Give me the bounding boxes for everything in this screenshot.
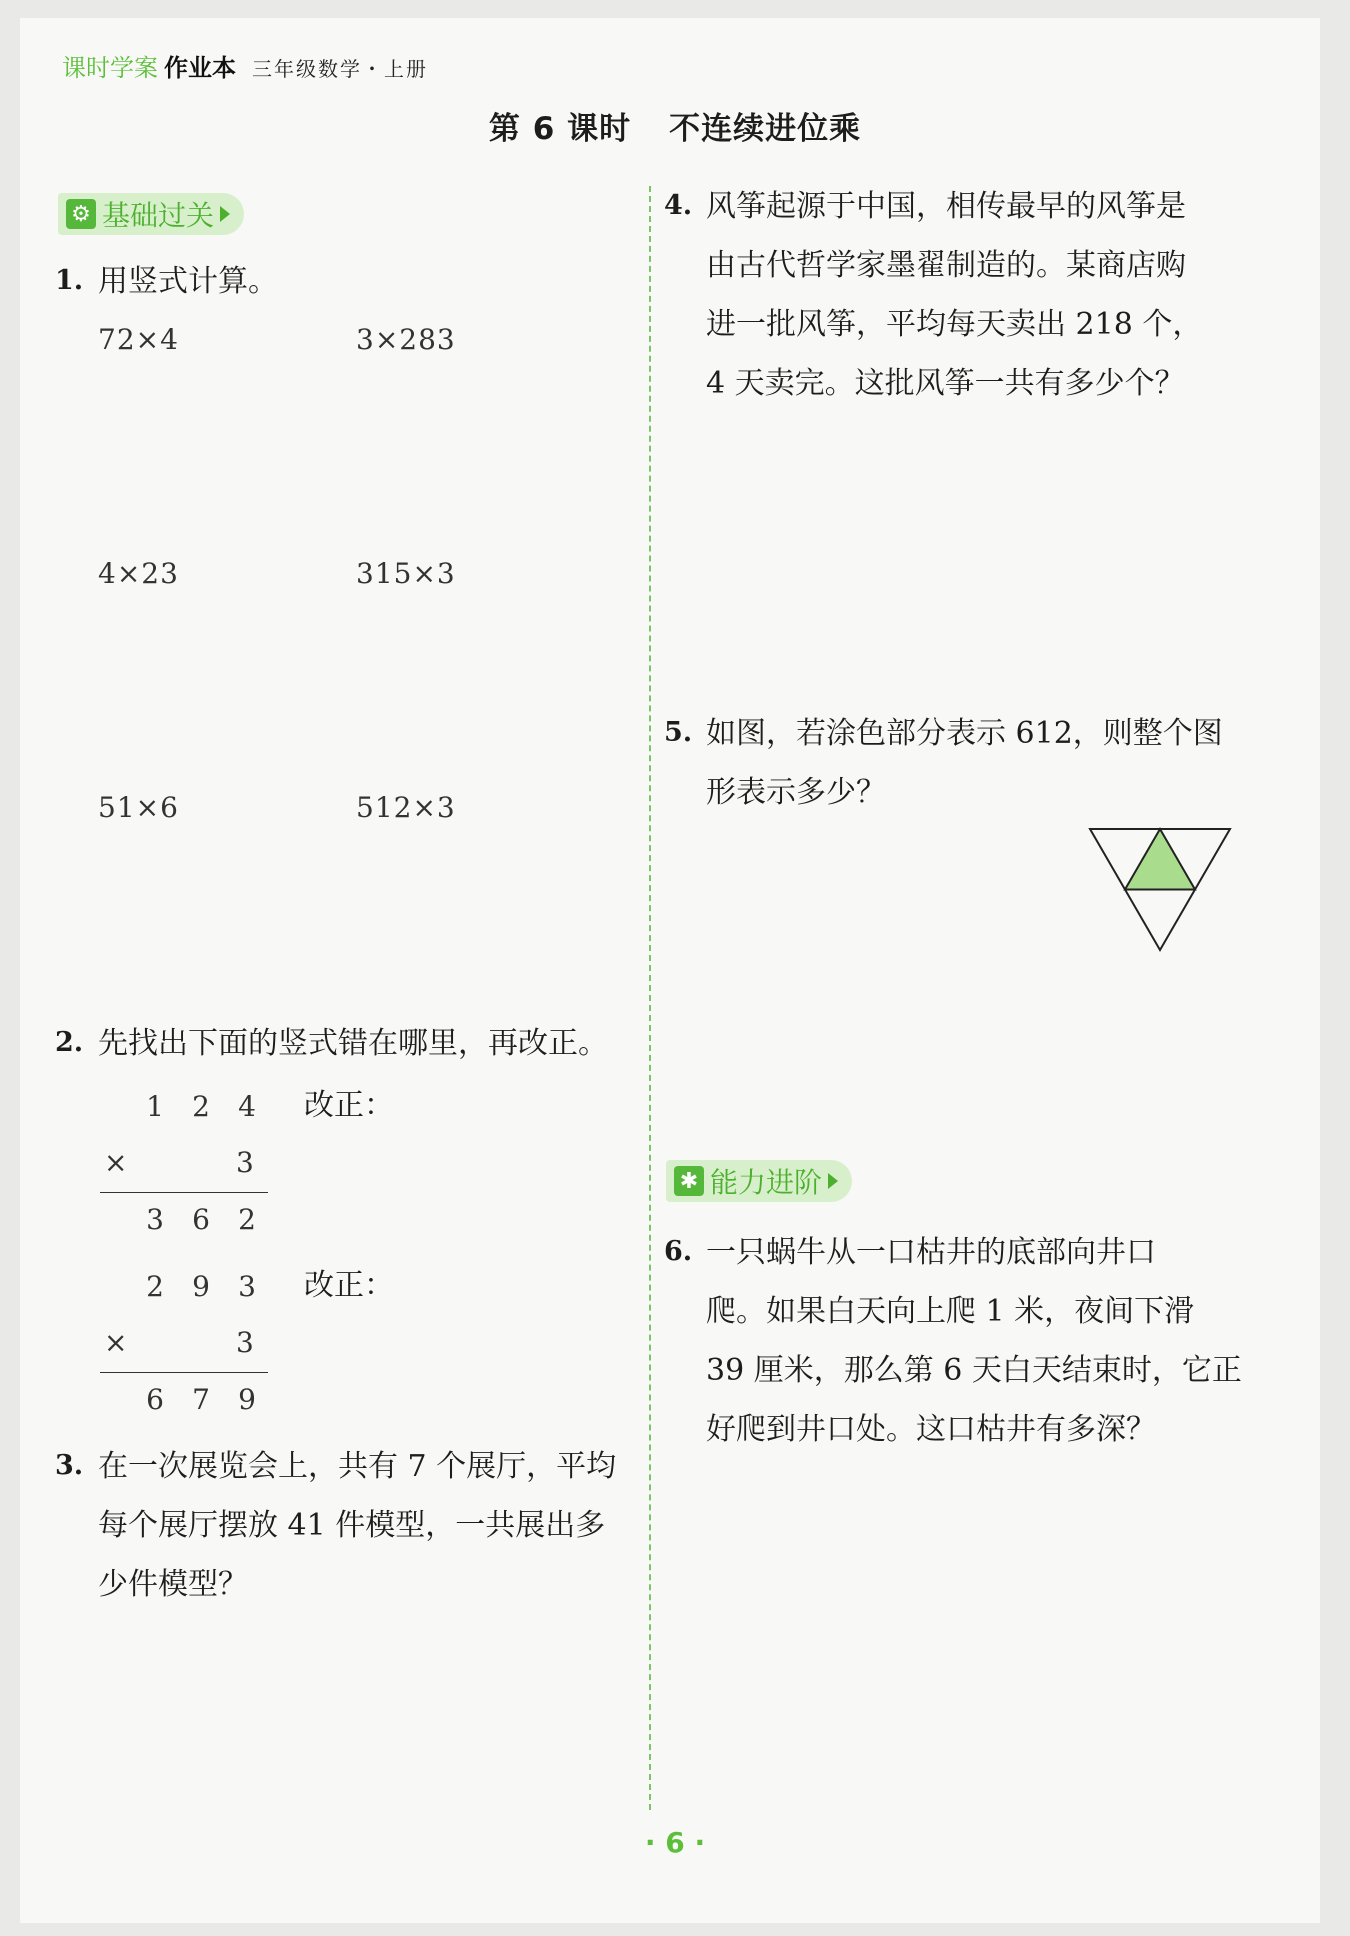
digit: 4 — [238, 1090, 256, 1123]
calc2-result-row — [132, 1383, 270, 1416]
q1-problem: 72×4 — [98, 323, 179, 356]
digit: 2 — [192, 1090, 210, 1123]
play-arrow-icon — [828, 1173, 838, 1189]
text-line: 在一次展览会上，共有 7 个展厅，平均 — [98, 1449, 617, 1484]
section-advanced-label: 能力进阶 — [710, 1166, 823, 1199]
q3-text — [98, 1437, 638, 1614]
digit: 1 — [146, 1090, 164, 1123]
play-arrow-icon — [220, 206, 230, 222]
lesson-number: 第 6 课时 — [488, 111, 632, 147]
text-line: 如图，若涂色部分表示 612，则整个图 — [706, 716, 1223, 751]
q6-number: 6. — [664, 1236, 693, 1267]
triangle-figure — [1086, 826, 1234, 954]
calc1-result-line — [100, 1192, 268, 1193]
q1-problem: 3×283 — [356, 323, 456, 356]
q1-number: 1. — [55, 265, 84, 296]
text-line: 风筝起源于中国，相传最早的风筝是 — [706, 189, 1186, 224]
multiplier: 3 — [236, 1326, 254, 1359]
calc1-top-row — [132, 1090, 270, 1123]
q1-problem: 51×6 — [98, 791, 179, 824]
times-sign: × — [104, 1146, 128, 1179]
q4-number: 4. — [664, 190, 693, 221]
text-line: 每个展厅摆放 41 件模型，一共展出多 — [98, 1508, 606, 1543]
times-sign: × — [104, 1326, 128, 1359]
q1-problem: 4×23 — [98, 557, 179, 590]
book-subtitle: 三年级数学・上册 — [252, 57, 428, 81]
gear-icon: ⚙ — [66, 199, 96, 229]
digit: 2 — [238, 1203, 256, 1236]
multiplier: 3 — [236, 1146, 254, 1179]
q5-number: 5. — [664, 717, 693, 748]
calc1-result-row — [132, 1203, 270, 1236]
lesson-title — [0, 103, 1350, 148]
digit: 6 — [146, 1383, 164, 1416]
text-line: 39 厘米，那么第 6 天白天结束时，它正 — [706, 1353, 1242, 1388]
q1-problem: 315×3 — [356, 557, 456, 590]
runner-icon: ✱ — [674, 1166, 704, 1196]
text-line: 一只蜗牛从一口枯井的底部向井口 — [706, 1235, 1156, 1270]
text-line: 形表示多少？ — [706, 775, 886, 810]
q4-text — [706, 177, 1266, 413]
q2-text: 先找出下面的竖式错在哪里，再改正。 — [98, 1026, 608, 1061]
page-number: · 6 · — [644, 1826, 706, 1859]
text-line: 好爬到井口处。这口枯井有多深？ — [706, 1412, 1156, 1447]
q5-text — [706, 704, 1266, 822]
text-line: 进一批风筝，平均每天卖出 218 个， — [706, 307, 1203, 342]
section-basic — [58, 193, 244, 235]
digit: 3 — [238, 1270, 256, 1303]
text-line: 少件模型？ — [98, 1567, 248, 1602]
correction-label: 改正： — [304, 1268, 394, 1303]
digit: 2 — [146, 1270, 164, 1303]
calc2-top-row — [132, 1270, 270, 1303]
shaded-triangle — [1125, 829, 1195, 890]
brand-name-bold: 作业本 — [164, 54, 236, 82]
digit: 9 — [238, 1383, 256, 1416]
brand-name-green: 课时学案 — [62, 54, 158, 82]
digit: 9 — [192, 1270, 210, 1303]
q2-number: 2. — [55, 1027, 84, 1058]
q6-text — [706, 1223, 1266, 1459]
q1-text: 用竖式计算。 — [98, 264, 278, 299]
text-line: 4 天卖完。这批风筝一共有多少个？ — [706, 366, 1185, 401]
calc2-result-line — [100, 1372, 268, 1373]
correction-label: 改正： — [304, 1088, 394, 1123]
text-line: 爬。如果白天向上爬 1 米，夜间下滑 — [706, 1294, 1195, 1329]
section-advanced — [666, 1160, 852, 1202]
column-divider — [649, 186, 651, 1810]
digit: 6 — [192, 1203, 210, 1236]
q1-problem: 512×3 — [356, 791, 456, 824]
running-header — [62, 48, 428, 83]
section-basic-label: 基础过关 — [102, 199, 215, 232]
digit: 7 — [192, 1383, 210, 1416]
lesson-topic: 不连续进位乘 — [669, 111, 862, 147]
text-line: 由古代哲学家墨翟制造的。某商店购 — [706, 248, 1186, 283]
digit: 3 — [146, 1203, 164, 1236]
q3-number: 3. — [55, 1450, 84, 1481]
